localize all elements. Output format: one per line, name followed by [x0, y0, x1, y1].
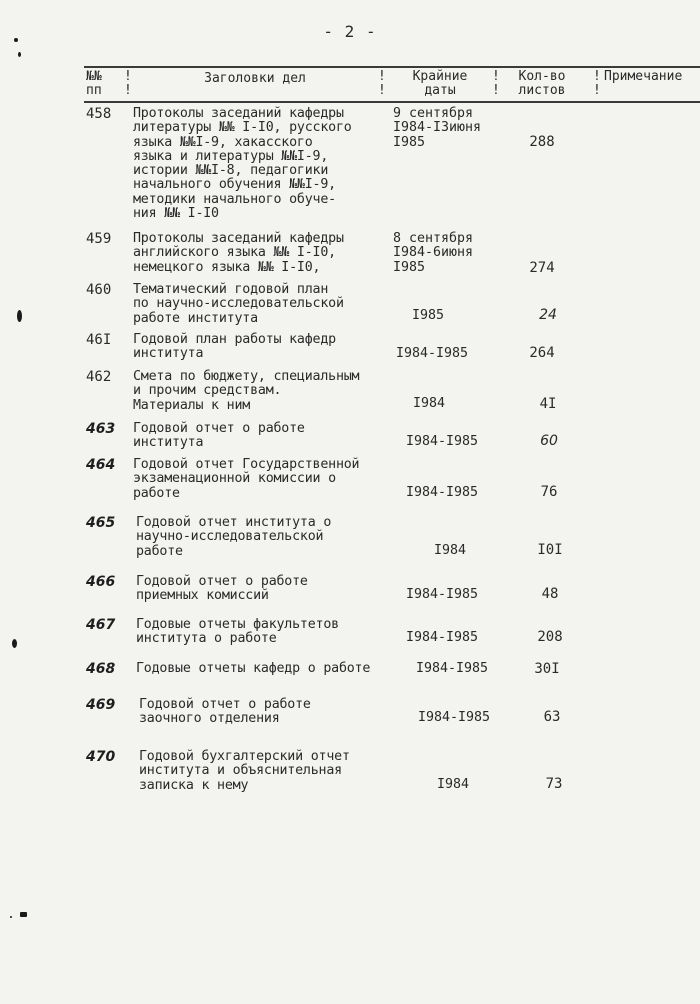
entry-sheets: 63 — [543, 709, 561, 725]
header-rule-top — [84, 66, 700, 68]
scan-dot-mark — [14, 38, 18, 42]
header-num: №№ пп — [86, 69, 102, 98]
entry-number: 458 — [86, 106, 112, 122]
page-number: - 2 - — [323, 22, 377, 41]
entry-dates: I984 — [434, 543, 467, 558]
entry-title: Годовой отчет Государственной экзаменационной комиссии о работе — [133, 457, 360, 501]
entry-dates: I984-I985 — [406, 630, 479, 645]
entry-dates: I984-I985 — [418, 710, 491, 725]
entry-sheets: 60 — [540, 433, 558, 449]
entry-number: 46I — [86, 332, 112, 348]
entry-number: 468 — [86, 661, 116, 677]
scan-dot-mark — [20, 912, 27, 917]
entry-number: 464 — [86, 457, 116, 473]
entry-title: Годовые отчеты факультетов института о работе — [136, 617, 339, 647]
entry-number: 465 — [86, 515, 116, 531]
entry-sheets: 274 — [529, 260, 555, 276]
entry-sheets: 4I — [539, 396, 557, 412]
entry-sheets: 76 — [540, 484, 558, 500]
entry-sheets: 30I — [534, 661, 560, 677]
entry-sheets: I0I — [537, 542, 563, 558]
entry-dates: I984-I985 — [406, 587, 479, 602]
entry-title: Годовые отчеты кафедр о работе — [136, 661, 371, 676]
entry-title: Годовой план работы кафедр института — [133, 332, 336, 362]
entry-title: Годовой отчет о работе института — [133, 421, 305, 451]
header-rule-bottom — [84, 101, 700, 103]
entry-title: Тематический годовой план по научно-исследовательской работе института — [133, 282, 344, 326]
entry-title: Годовой бухгалтерский отчет института и объяснительная записка к нему — [139, 749, 350, 793]
entry-number: 466 — [86, 574, 116, 590]
header-separator: ! ! — [378, 69, 386, 98]
entry-title: Смета по бюджету, специальным и прочим средствам. Материалы к ним — [133, 369, 360, 413]
entry-sheets: 24 — [539, 307, 557, 323]
entry-number: 460 — [86, 282, 112, 298]
entry-title: Годовой отчет о работе заочного отделения — [139, 697, 311, 727]
scan-dot-mark — [10, 916, 12, 918]
entry-dates: I985 — [412, 308, 445, 323]
header-dates: Крайние даты — [412, 69, 468, 98]
entry-dates: I984 — [413, 396, 446, 411]
scan-dot-mark — [18, 52, 21, 57]
entry-dates: 9 сентября I984-I3июня I985 — [393, 106, 482, 150]
entry-number: 463 — [86, 421, 116, 437]
header-sheets: Кол-во листов — [518, 69, 566, 98]
entry-title: Протоколы заседаний кафедры английского языка №№ I-I0, немецкого языка №№ I-I0, — [133, 231, 344, 275]
entry-title: Годовой отчет института о научно-исследовательской работе — [136, 515, 332, 559]
entry-number: 470 — [86, 749, 116, 765]
entry-sheets: 264 — [529, 345, 555, 361]
entry-dates: I984-I985 — [416, 661, 489, 676]
entry-number: 467 — [86, 617, 116, 633]
entry-dates: I984-I985 — [396, 346, 469, 361]
header-note: Примечание — [604, 69, 683, 84]
header-separator: ! ! — [492, 69, 500, 98]
entry-dates: I984 — [437, 777, 470, 792]
entry-title: Протоколы заседаний кафедры литературы №№ I-I0, русского языка №№I-9, хакасского языка и литературы №№I-9, истории №№I-8, педагогики начального обучения №№I-9, методики начального обуче- ния №№ I-I0 — [133, 106, 352, 222]
header-separator: ! ! — [593, 69, 601, 98]
entry-dates: I984-I985 — [406, 434, 479, 449]
scan-dot-mark — [12, 639, 17, 648]
entry-number: 469 — [86, 697, 116, 713]
entry-sheets: 288 — [529, 134, 555, 150]
entry-sheets: 73 — [545, 776, 563, 792]
entry-sheets: 208 — [537, 629, 563, 645]
entry-number: 462 — [86, 369, 112, 385]
entry-dates: I984-I985 — [406, 485, 479, 500]
header-title: Заголовки дел — [204, 71, 306, 86]
entry-sheets: 48 — [541, 586, 559, 602]
entry-title: Годовой отчет о работе приемных комиссий — [136, 574, 308, 604]
header-separator: ! ! — [124, 69, 132, 98]
entry-dates: 8 сентября I984-6июня I985 — [393, 231, 474, 275]
entry-number: 459 — [86, 231, 112, 247]
scan-dot-mark — [17, 310, 22, 322]
